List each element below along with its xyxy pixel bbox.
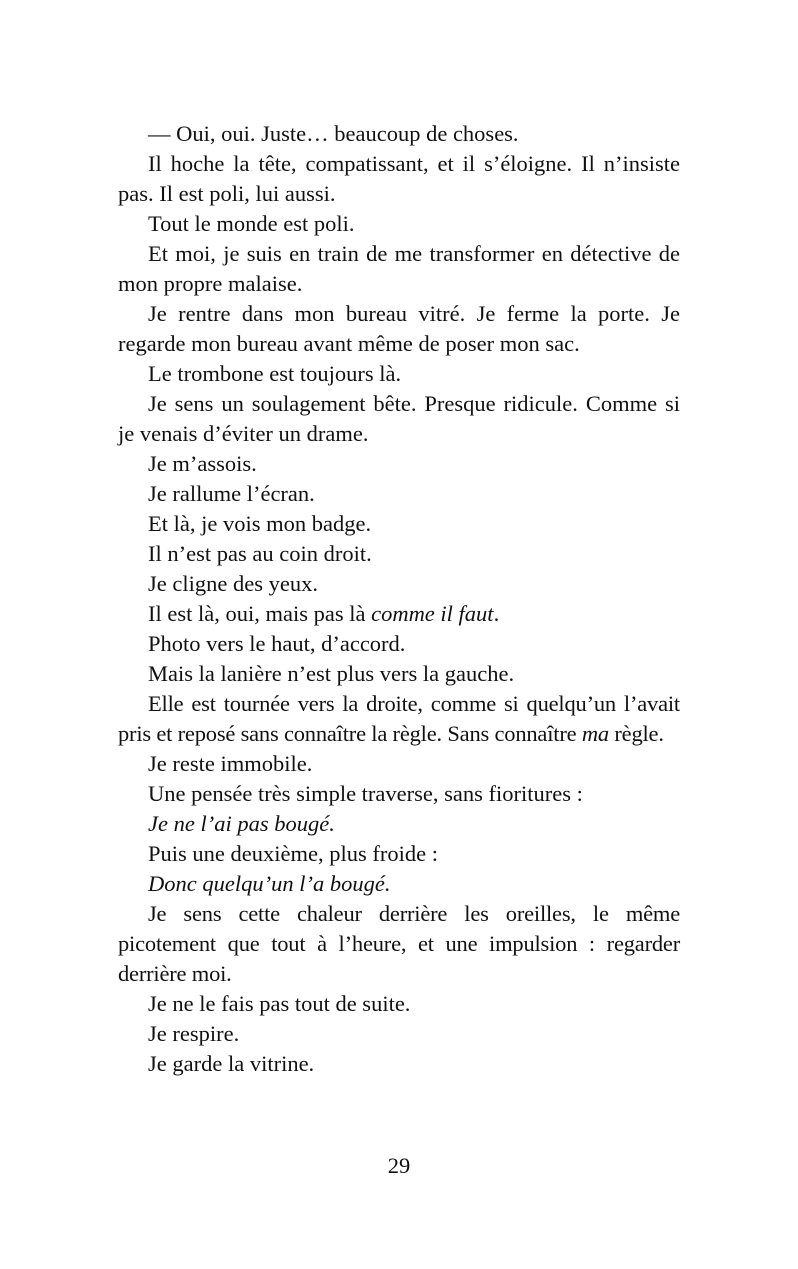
paragraph: Une pensée très simple traverse, sans fioritures : [148, 781, 583, 806]
page-body [118, 119, 680, 1079]
paragraph: Et moi, je suis en train de me transformer en détective de mon propre malaise. [118, 241, 680, 296]
paragraph-text: règle. [608, 721, 664, 746]
paragraph: Et là, je vois mon badge. [148, 511, 372, 536]
paragraph-text: Il est là, oui, mais pas là [148, 601, 372, 626]
paragraph: Le trombone est toujours là. [148, 361, 402, 386]
paragraph: Je rentre dans mon bureau vitré. Je ferme la porte. Je regarde mon bureau avant même de poser mon sac. [118, 301, 680, 356]
italic-emphasis: comme il faut [371, 601, 494, 626]
paragraph: Puis une deuxième, plus froide : [148, 841, 438, 866]
paragraph-text: . [493, 601, 500, 626]
italic-emphasis: ma [581, 721, 609, 746]
paragraph: — Oui, oui. Juste… beaucoup de choses. [148, 121, 519, 146]
paragraph: Je sens cette chaleur derrière les oreilles, le même picotement que tout à l’heure, et une impulsion : regarder derrière moi. [118, 901, 680, 986]
paragraph [118, 599, 680, 629]
paragraph: Je sens un soulagement bête. Presque ridicule. Comme si je venais d’éviter un drame. [118, 391, 680, 446]
paragraph: Je rallume l’écran. [148, 481, 315, 506]
paragraph: Tout le monde est poli. [148, 211, 355, 236]
paragraph: Photo vers le haut, d’accord. [148, 631, 406, 656]
paragraph: Je reste immobile. [148, 751, 313, 776]
paragraph: Mais la lanière n’est plus vers la gauche. [148, 661, 515, 686]
paragraph: Il hoche la tête, compatissant, et il s’éloigne. Il n’insiste pas. Il est poli, lui aussi. [118, 151, 680, 206]
paragraph-text: Elle est tournée vers la droite, comme si quelqu’un l’avait pris et reposé sans connaître la règle. Sans connaître [118, 691, 680, 746]
paragraph [118, 689, 680, 749]
paragraph: Il n’est pas au coin droit. [148, 541, 372, 566]
italic-paragraph: Donc quelqu’un l’a bougé. [148, 871, 391, 896]
page-number: 29 [387, 1153, 411, 1178]
paragraph: Je m’assois. [148, 451, 257, 476]
paragraph: Je respire. [148, 1021, 240, 1046]
paragraph: Je garde la vitrine. [148, 1051, 315, 1076]
paragraph: Je cligne des yeux. [148, 571, 318, 596]
paragraph: Je ne le fais pas tout de suite. [148, 991, 411, 1016]
italic-paragraph: Je ne l’ai pas bougé. [148, 811, 335, 836]
